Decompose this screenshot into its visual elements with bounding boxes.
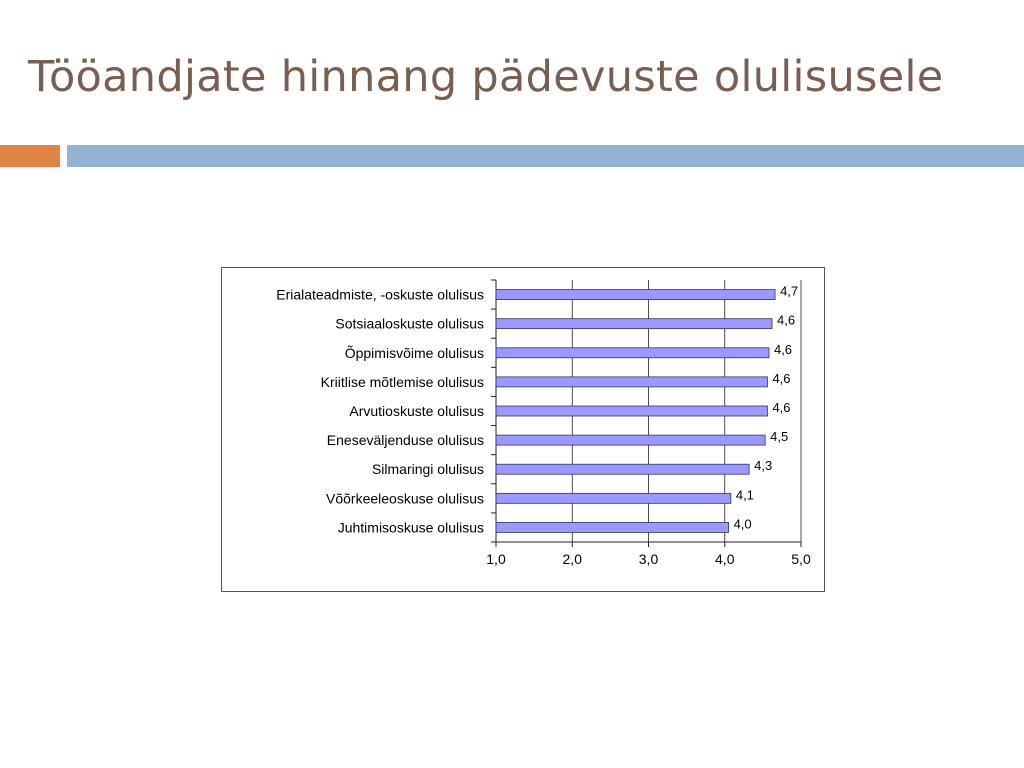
data-label: 4,1	[735, 487, 754, 503]
category-label: Eneseväljenduse olulisus	[326, 432, 484, 449]
category-label: Erialateadmiste, -oskuste olulisus	[276, 286, 484, 303]
category-label: Kriitlise mõtlemise olulisus	[320, 373, 484, 390]
bar-chart	[222, 268, 824, 591]
bar	[496, 377, 767, 387]
bar	[496, 290, 775, 300]
data-label: 4,5	[770, 429, 789, 445]
category-label: Võõrkeeleoskuse olulisus	[326, 490, 484, 507]
bar	[496, 435, 765, 445]
category-label: Juhtimisoskuse olulisus	[337, 519, 484, 536]
category-label: Sotsiaaloskuste olulisus	[335, 315, 484, 332]
category-label: Õppimisvõime olulisus	[344, 344, 484, 361]
x-tick-label: 5,0	[791, 551, 811, 567]
bar	[496, 406, 767, 416]
data-label: 4,6	[772, 370, 791, 386]
chart-frame	[221, 267, 825, 592]
data-label: 4,6	[777, 312, 796, 328]
data-label: 4,0	[733, 516, 752, 532]
x-tick-label: 4,0	[715, 551, 735, 567]
bar	[496, 493, 731, 503]
category-label: Silmaringi olulisus	[371, 461, 484, 478]
x-tick-label: 1,0	[486, 551, 506, 567]
data-label: 4,6	[773, 341, 793, 357]
slide-title: Tööandjate hinnang pädevuste olulisusele	[28, 52, 944, 102]
bar	[496, 522, 729, 532]
bar	[496, 319, 772, 329]
accent-bar-orange	[0, 145, 60, 167]
bar	[496, 348, 769, 358]
data-label: 4,7	[780, 283, 799, 299]
accent-bar-blue	[67, 145, 1024, 167]
data-label: 4,3	[754, 458, 773, 474]
category-label: Arvutioskuste olulisus	[349, 403, 484, 419]
bar	[496, 464, 749, 474]
x-tick-label: 3,0	[638, 551, 659, 567]
x-tick-label: 2,0	[562, 551, 582, 567]
data-label: 4,6	[772, 400, 791, 415]
